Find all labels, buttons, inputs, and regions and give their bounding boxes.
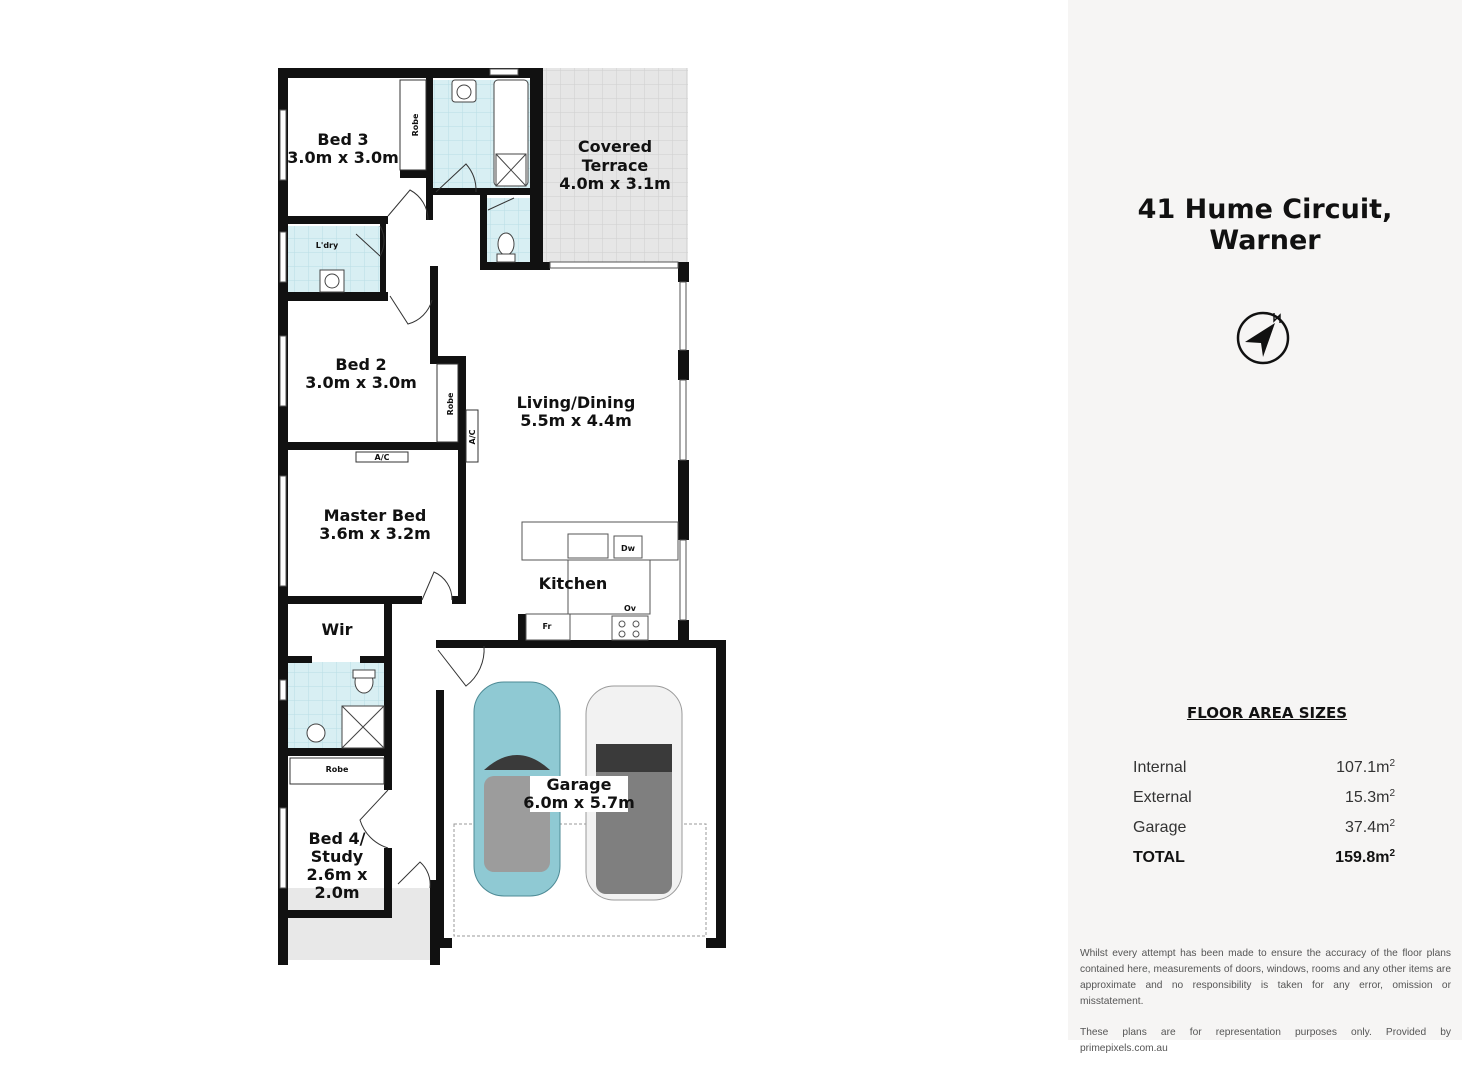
address-line-1: 41 Hume Circuit, (1137, 194, 1393, 225)
north-arrow-icon (1234, 309, 1292, 367)
ac-label-living: A/C (468, 429, 477, 445)
wir-label: Wir (321, 620, 353, 639)
provider-text: These plans are for representation purposes only. Provided by primepixels.com.au (1080, 1027, 1451, 1054)
area-label: External (1133, 789, 1192, 806)
robe-label-bed3: Robe (411, 113, 420, 137)
porch-floor (282, 888, 440, 960)
bed2-label: Bed 2 (335, 355, 387, 374)
bed3-label: Bed 3 (317, 130, 369, 149)
bed4-label-1: Bed 4/ (308, 829, 366, 848)
dishwasher-label: Dw (620, 544, 636, 553)
terrace-label-1: Covered (577, 137, 653, 156)
area-value: $159.8m^2$ (1335, 848, 1395, 866)
garage-label: Garage (546, 775, 612, 794)
bed3-size: 3.0m x 3.0m (287, 148, 399, 167)
oven-label: Ov (623, 604, 637, 613)
area-row-internal (1133, 756, 1395, 786)
area-label: Garage (1133, 819, 1187, 836)
area-label: TOTAL (1133, 849, 1185, 866)
area-value: $37.4m^2$ (1344, 818, 1395, 836)
ac-label-master: A/C (374, 453, 390, 462)
disclaimer (1080, 946, 1451, 1072)
laundry-label: L'dry (315, 241, 339, 250)
robe-label-bed4: Robe (325, 765, 349, 774)
terrace-label-2: Terrace (581, 156, 649, 175)
bed4-label-2: Study (310, 847, 364, 866)
garage-size: 6.0m x 5.7m (523, 793, 635, 812)
area-row-external (1133, 786, 1395, 816)
fridge-label: Fr (542, 622, 552, 631)
property-address (1068, 194, 1462, 256)
master-size: 3.6m x 3.2m (319, 524, 431, 543)
terrace-size: 4.0m x 3.1m (559, 174, 671, 193)
kitchen-label: Kitchen (538, 574, 608, 593)
robe-label-bed2: Robe (446, 392, 455, 416)
master-label: Master Bed (323, 506, 427, 525)
bed4-size-1: 2.6m x (306, 865, 368, 884)
area-row-garage (1133, 816, 1395, 846)
living-label: Living/Dining (516, 393, 636, 412)
bed2-size: 3.0m x 3.0m (305, 373, 417, 392)
area-row-total (1133, 846, 1395, 876)
area-value: $15.3m^2$ (1344, 788, 1395, 806)
floor-area-title: FLOOR AREA SIZES (1186, 704, 1348, 722)
floor-area-table (1133, 756, 1395, 876)
info-sidebar (1068, 0, 1462, 1054)
area-value: $107.1m^2$ (1336, 758, 1395, 776)
address-line-2: Warner (1209, 225, 1321, 256)
living-size: 5.5m x 4.4m (520, 411, 632, 430)
bed4-size-2: 2.0m (314, 883, 360, 902)
area-label: Internal (1133, 759, 1187, 776)
disclaimer-text: Whilst every attempt has been made to ensure the accuracy of the floor plans contained here, measurements of doors, windows, rooms and any other items are approximate and no responsibility is taken for any error, omission or misstatement. (1080, 948, 1451, 1007)
